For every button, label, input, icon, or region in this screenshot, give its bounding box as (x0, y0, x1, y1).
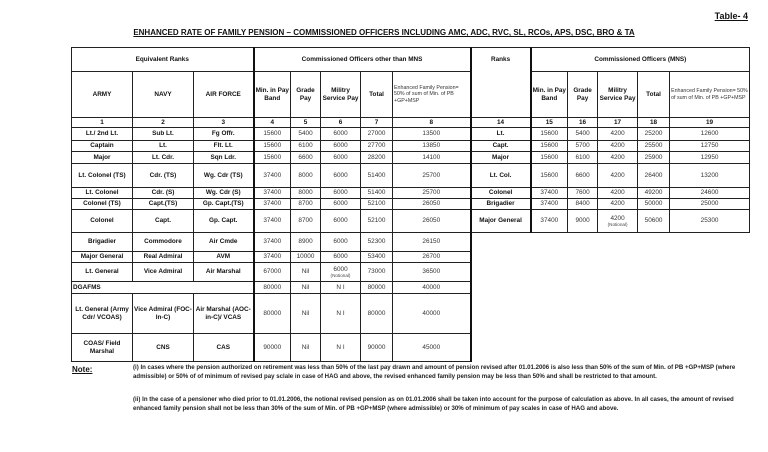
col-num: 14 (471, 118, 531, 128)
mns-enhanced-pension: 13200 (670, 164, 750, 188)
mns-msp: 4200 (598, 128, 638, 141)
total: 51400 (361, 188, 393, 199)
mns-rank: Colonel (471, 188, 531, 199)
col-num: 18 (638, 118, 670, 128)
notional-label: (Notional) (330, 273, 351, 279)
grade-pay: Nil (291, 263, 321, 282)
mns-grade-pay: 8400 (568, 199, 598, 210)
mns-total: 50600 (638, 210, 670, 233)
min-pay-band: 37400 (254, 210, 291, 233)
army-rank: Major General (72, 252, 133, 263)
navy-rank: Real Admiral (133, 252, 194, 263)
mns-msp: 4200 (598, 152, 638, 164)
grade-pay: 8900 (291, 233, 321, 252)
grade-pay: 8700 (291, 199, 321, 210)
equivalent-ranks-header: Equivalent Ranks (72, 48, 254, 72)
msp: 6000 (321, 188, 361, 199)
mns-total-header: Total (638, 72, 670, 118)
mns-enhanced-pension: 25000 (670, 199, 750, 210)
table-row (72, 199, 750, 210)
table-row (72, 128, 750, 141)
col-num: 4 (254, 118, 291, 128)
msp: 6000 (321, 233, 361, 252)
total: 27700 (361, 141, 393, 152)
army-rank: COAS/ Field Marshal (72, 334, 133, 362)
mns-total: 25500 (638, 141, 670, 152)
enhanced-pension: 13500 (393, 128, 471, 141)
enhanced-pension: 13850 (393, 141, 471, 152)
enhanced-pension: 26150 (393, 233, 471, 252)
mns-min-pay-band-header: Min. in Pay Band (531, 72, 568, 118)
msp: 6000 (321, 164, 361, 188)
min-pay-band: 37400 (254, 233, 291, 252)
enhanced-pension: 40000 (393, 294, 471, 334)
col-num: 17 (598, 118, 638, 128)
msp (321, 263, 361, 282)
document-title: ENHANCED RATE OF FAMILY PENSION – COMMISSIONED OFFICERS INCLUDING AMC, ADC, RVC, SL, RCOs, APS, DSC, BRO & TA (133, 28, 635, 37)
army-rank: Lt. General (Army Cdr/ VCOAS) (72, 294, 133, 334)
col-num: 19 (670, 118, 750, 128)
empty-area (471, 233, 750, 362)
min-pay-band: 80000 (254, 294, 291, 334)
total: 52300 (361, 233, 393, 252)
total: 73000 (361, 263, 393, 282)
army-rank: Lt. General (72, 263, 133, 282)
enhanced-pension: 40000 (393, 282, 471, 294)
grade-pay: 6600 (291, 152, 321, 164)
total: 27000 (361, 128, 393, 141)
total: 52100 (361, 199, 393, 210)
mns-grade-pay: 5700 (568, 141, 598, 152)
navy-rank: Sub Lt. (133, 128, 194, 141)
mns-min-pay-band: 15600 (531, 141, 568, 152)
mns-msp: 4200 (598, 199, 638, 210)
column-header-row (72, 72, 750, 118)
table-number-label: Table- 4 (714, 11, 748, 21)
air-force-header: AIR FORCE (194, 72, 254, 118)
min-pay-band: 37400 (254, 164, 291, 188)
total: 28200 (361, 152, 393, 164)
mns-total: 49200 (638, 188, 670, 199)
mns-rank: Lt. Col. (471, 164, 531, 188)
col-num: 15 (531, 118, 568, 128)
msp: 6000 (321, 141, 361, 152)
min-pay-band-header: Min. in Pay Band (254, 72, 291, 118)
table-row (72, 233, 750, 252)
mns-msp-value: 4200 (610, 214, 625, 222)
navy-rank: CNS (133, 334, 194, 362)
total: 53400 (361, 252, 393, 263)
mns-enhanced-pension: 12750 (670, 141, 750, 152)
army-rank: Lt. Colonel (TS) (72, 164, 133, 188)
total: 80000 (361, 282, 393, 294)
mns-grade-pay: 6100 (568, 152, 598, 164)
mns-ranks-header: Ranks (471, 48, 531, 118)
enhanced-pension: 14100 (393, 152, 471, 164)
enhanced-pension: 26050 (393, 210, 471, 233)
navy-rank: Vice Admiral (FOC-In-C) (133, 294, 194, 334)
grade-pay: 10000 (291, 252, 321, 263)
mns-total: 26400 (638, 164, 670, 188)
col-num: 3 (194, 118, 254, 128)
notional-label: (Notional) (607, 222, 628, 228)
total: 80000 (361, 294, 393, 334)
grade-pay: 5400 (291, 128, 321, 141)
air-force-rank: Wg. Cdr (TS) (194, 164, 254, 188)
min-pay-band: 37400 (254, 188, 291, 199)
msp: N I (321, 294, 361, 334)
note-label: Note: (72, 365, 93, 374)
table-row (72, 152, 750, 164)
mns-enhanced-pension: 12600 (670, 128, 750, 141)
total-header: Total (361, 72, 393, 118)
grade-pay-header: Grade Pay (291, 72, 321, 118)
air-force-rank: Gp. Capt.(TS) (194, 199, 254, 210)
note-item-1: (i) In cases where the pension authorized on retirement was less than 50% of the last pay drawn and amount of pension revised after 01.01.2006 is also less than 50% of the sum of Min. of PB +GP+MSP (where admissible) or 50% of of minimum of revised pay sclale in case of HAG and above, the revised enhanced family pension may be less than 50% and shall be restricted to that amount. (133, 364, 736, 380)
navy-rank: Lt. (133, 141, 194, 152)
mns-grade-pay: 6600 (568, 164, 598, 188)
navy-rank: Capt.(TS) (133, 199, 194, 210)
mns-min-pay-band: 37400 (531, 199, 568, 210)
family-pension-table (71, 47, 750, 362)
other-than-mns-header: Commissioned Officers other than MNS (254, 48, 471, 72)
mns-min-pay-band: 37400 (531, 210, 568, 233)
mns-min-pay-band: 37400 (531, 188, 568, 199)
min-pay-band: 15600 (254, 152, 291, 164)
table-row (72, 164, 750, 188)
msp: 6000 (321, 199, 361, 210)
min-pay-band: 67000 (254, 263, 291, 282)
navy-rank: Lt. Cdr. (133, 152, 194, 164)
mns-enhanced-pension: 12950 (670, 152, 750, 164)
mns-total: 50000 (638, 199, 670, 210)
mns-min-pay-band: 15600 (531, 128, 568, 141)
navy-rank: Commodore (133, 233, 194, 252)
enhanced-pension: 25700 (393, 164, 471, 188)
total: 51400 (361, 164, 393, 188)
col-num: 6 (321, 118, 361, 128)
msp: 6000 (321, 128, 361, 141)
msp: N I (321, 334, 361, 362)
group-header-row (72, 48, 750, 72)
mns-rank: Brigadier (471, 199, 531, 210)
min-pay-band: 90000 (254, 334, 291, 362)
air-force-rank: CAS (194, 334, 254, 362)
enhanced-pension: 26700 (393, 252, 471, 263)
enhanced-pension: 36500 (393, 263, 471, 282)
army-header: ARMY (72, 72, 133, 118)
enhanced-pension-header: Enhanced Family Pension= 50% of sum of Min. of PB +GP+MSP (393, 72, 471, 118)
msp: 6000 (321, 152, 361, 164)
min-pay-band: 15600 (254, 128, 291, 141)
col-num: 1 (72, 118, 133, 128)
mns-rank: Capt. (471, 141, 531, 152)
grade-pay: Nil (291, 334, 321, 362)
mns-msp: 4200 (598, 188, 638, 199)
mns-total: 25200 (638, 128, 670, 141)
msp: 6000 (321, 252, 361, 263)
total: 52100 (361, 210, 393, 233)
min-pay-band: 37400 (254, 252, 291, 263)
enhanced-pension: 26050 (393, 199, 471, 210)
air-force-rank: Flt. Lt. (194, 141, 254, 152)
army-rank: Captain (72, 141, 133, 152)
grade-pay: Nil (291, 294, 321, 334)
army-rank: Colonel (72, 210, 133, 233)
navy-rank: Cdr. (S) (133, 188, 194, 199)
mns-total: 25900 (638, 152, 670, 164)
air-force-rank: Air Marshal (AOC-in-C)/ VCAS (194, 294, 254, 334)
mns-enhanced-pension: 25300 (670, 210, 750, 233)
grade-pay: 8000 (291, 164, 321, 188)
army-rank: Major (72, 152, 133, 164)
air-force-rank: Air Marshal (194, 263, 254, 282)
mns-msp: 4200 (598, 141, 638, 152)
navy-rank: Capt. (133, 210, 194, 233)
navy-rank: Vice Admiral (133, 263, 194, 282)
msp: 6000 (321, 210, 361, 233)
table-row (72, 210, 750, 233)
col-num: 16 (568, 118, 598, 128)
navy-rank: Cdr. (TS) (133, 164, 194, 188)
mns-grade-pay: 7600 (568, 188, 598, 199)
air-force-rank: Sqn Ldr. (194, 152, 254, 164)
mns-grade-pay: 9000 (568, 210, 598, 233)
air-force-rank: Gp. Capt. (194, 210, 254, 233)
mns-grade-pay: 5400 (568, 128, 598, 141)
min-pay-band: 80000 (254, 282, 291, 294)
msp: N I (321, 282, 361, 294)
total: 90000 (361, 334, 393, 362)
army-rank: Colonel (TS) (72, 199, 133, 210)
mns-header: Commissioned Officers (MNS) (531, 48, 750, 72)
grade-pay: Nil (291, 282, 321, 294)
col-num: 7 (361, 118, 393, 128)
army-rank: Lt./ 2nd Lt. (72, 128, 133, 141)
msp-value: 6000 (333, 265, 348, 273)
mns-rank: Major (471, 152, 531, 164)
army-rank: Brigadier (72, 233, 133, 252)
min-pay-band: 15600 (254, 141, 291, 152)
grade-pay: 6100 (291, 141, 321, 152)
mns-min-pay-band: 15600 (531, 152, 568, 164)
grade-pay: 8000 (291, 188, 321, 199)
navy-header: NAVY (133, 72, 194, 118)
col-num: 5 (291, 118, 321, 128)
mns-grade-pay-header: Grade Pay (568, 72, 598, 118)
mns-min-pay-band: 15600 (531, 164, 568, 188)
mns-msp-header: Militry Service Pay (598, 72, 638, 118)
column-number-row (72, 118, 750, 128)
mns-rank: Major General (471, 210, 531, 233)
air-force-rank: Air Cmde (194, 233, 254, 252)
msp-header: Militry Service Pay (321, 72, 361, 118)
mns-msp (598, 210, 638, 233)
col-num: 2 (133, 118, 194, 128)
col-num: 8 (393, 118, 471, 128)
mns-enhanced-pension: 24600 (670, 188, 750, 199)
enhanced-pension: 45000 (393, 334, 471, 362)
mns-rank: Lt. (471, 128, 531, 141)
grade-pay: 8700 (291, 210, 321, 233)
table-row (72, 141, 750, 152)
army-rank: Lt. Colonel (72, 188, 133, 199)
air-force-rank: Wg. Cdr (S) (194, 188, 254, 199)
enhanced-pension: 25700 (393, 188, 471, 199)
air-force-rank: AVM (194, 252, 254, 263)
mns-enhanced-pension-header: Enhanced Family Pension= 50% of sum of Min. of PB +GP+MSP (670, 72, 750, 118)
table-row (72, 188, 750, 199)
note-item-2: (ii) In the case of a pensioner who died prior to 01.01.2006, the notional revised pension as on 01.01.2006 shall be taken into account for the purpose of calculation as above. In all cases, the amount of revised enhanced family pension shall not be less than 30% of the sum of Min. of PB +GP+MSP (where admissible) or 30% of minimum of pay scales in case of HAG and above. (133, 396, 734, 412)
air-force-rank: Fg Offr. (194, 128, 254, 141)
dgafms-rank: DGAFMS (72, 282, 254, 294)
mns-msp: 4200 (598, 164, 638, 188)
min-pay-band: 37400 (254, 199, 291, 210)
